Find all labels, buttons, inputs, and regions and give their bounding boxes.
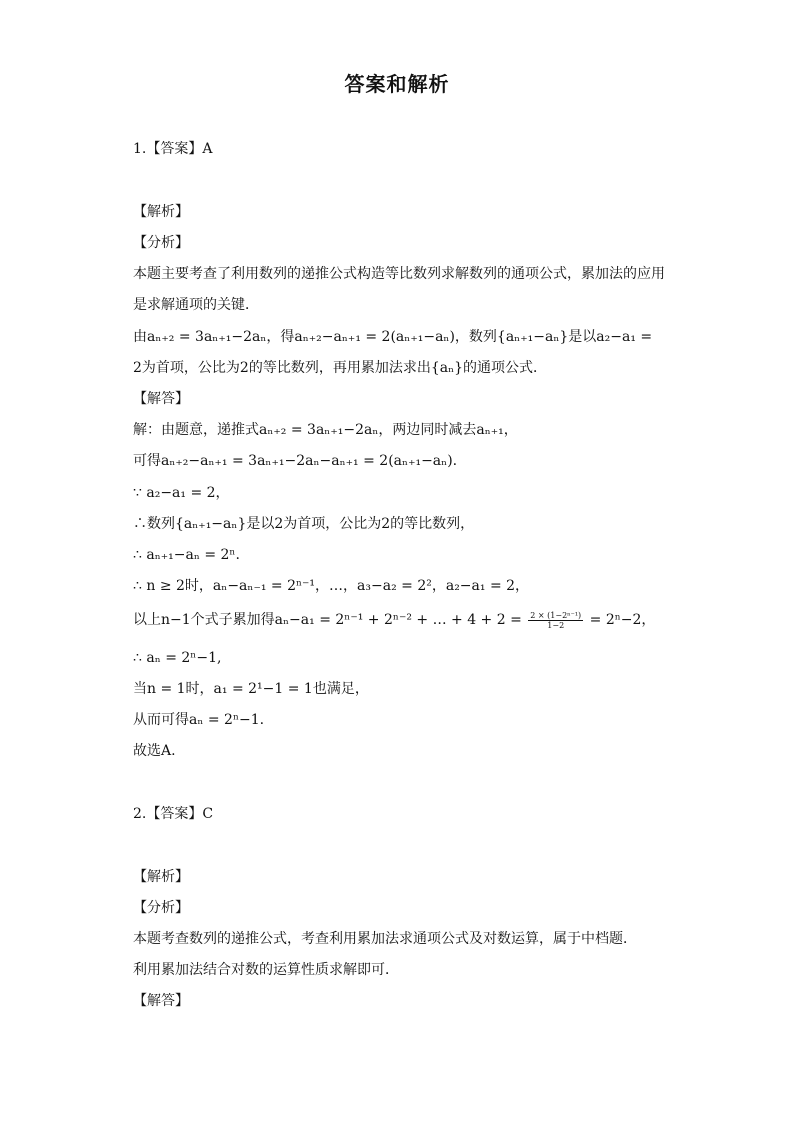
q1-solution-line-8: ∴ aₙ = 2ⁿ−1, [133, 650, 222, 666]
q1-solution-line-10: 从而可得aₙ = 2ⁿ−1. [133, 712, 265, 728]
q1-jieda-heading: 【解答】 [133, 391, 189, 407]
q1-solution-line-7-left: 以上n−1个式子累加得aₙ−a₁ = 2ⁿ⁻¹ + 2ⁿ⁻² + … + 4 + 2 = [133, 612, 522, 628]
q1-analysis-line-3: 由aₙ₊₂ = 3aₙ₊₁−2aₙ，得aₙ₊₂−aₙ₊₁ = 2(aₙ₊₁−aₙ)，数列{aₙ₊₁−aₙ}是以a₂−a₁ = [133, 329, 653, 345]
q1-solution-line-4: ∴数列{aₙ₊₁−aₙ}是以2为首项，公比为2的等比数列， [133, 516, 475, 532]
q1-jiexi-heading: 【解析】 [133, 204, 189, 220]
q2-analysis-line-2: 利用累加法结合对数的运算性质求解即可． [133, 962, 399, 978]
q1-solution-line-2: 可得aₙ₊₂−aₙ₊₁ = 3aₙ₊₁−2aₙ−aₙ₊₁ = 2(aₙ₊₁−aₙ). [133, 453, 458, 469]
q1-solution-line-1: 解：由题意，递推式aₙ₊₂ = 3aₙ₊₁−2aₙ，两边同时减去aₙ₊₁， [133, 422, 518, 438]
q1-solution-line-6: ∴ n ≥ 2时，aₙ−aₙ₋₁ = 2ⁿ⁻¹，…，a₃−a₂ = 2²，a₂−a₁ = 2， [133, 578, 530, 594]
fraction-numerator: 2 × (1−2ⁿ⁻¹) [530, 610, 582, 620]
q1-solution-line-7 [133, 610, 655, 630]
fraction-denominator: 1−2 [547, 620, 565, 630]
page-title: 答案和解析 [344, 72, 450, 96]
q2-jiexi-heading: 【解析】 [133, 869, 189, 885]
q1-analysis-line-2: 是求解通项的关键． [133, 297, 259, 313]
q2-analysis-line-1: 本题考查数列的递推公式，考查利用累加法求通项公式及对数运算，属于中档题． [133, 931, 637, 947]
q2-answer: 2.【答案】C [133, 806, 214, 822]
q1-sum-fraction [528, 611, 583, 630]
q1-solution-line-3: ∵ a₂−a₁ = 2， [133, 485, 230, 501]
q1-fenxi-heading: 【分析】 [133, 235, 189, 251]
q2-fenxi-heading: 【分析】 [133, 900, 189, 916]
q1-answer: 1.【答案】A [133, 141, 213, 157]
q1-solution-line-5: ∴ aₙ₊₁−aₙ = 2ⁿ. [133, 547, 240, 563]
q1-analysis-line-1: 本题主要考查了利用数列的递推公式构造等比数列求解数列的通项公式，累加法的应用 [133, 266, 665, 282]
q1-solution-line-11: 故选A. [133, 743, 176, 759]
q1-solution-line-7-right: = 2ⁿ−2， [589, 612, 656, 628]
q1-analysis-line-4: 2为首项，公比为2的等比数列，再用累加法求出{aₙ}的通项公式． [133, 360, 548, 376]
q2-jieda-heading: 【解答】 [133, 993, 189, 1009]
q1-solution-line-9: 当n = 1时，a₁ = 2¹−1 = 1也满足， [133, 681, 369, 697]
